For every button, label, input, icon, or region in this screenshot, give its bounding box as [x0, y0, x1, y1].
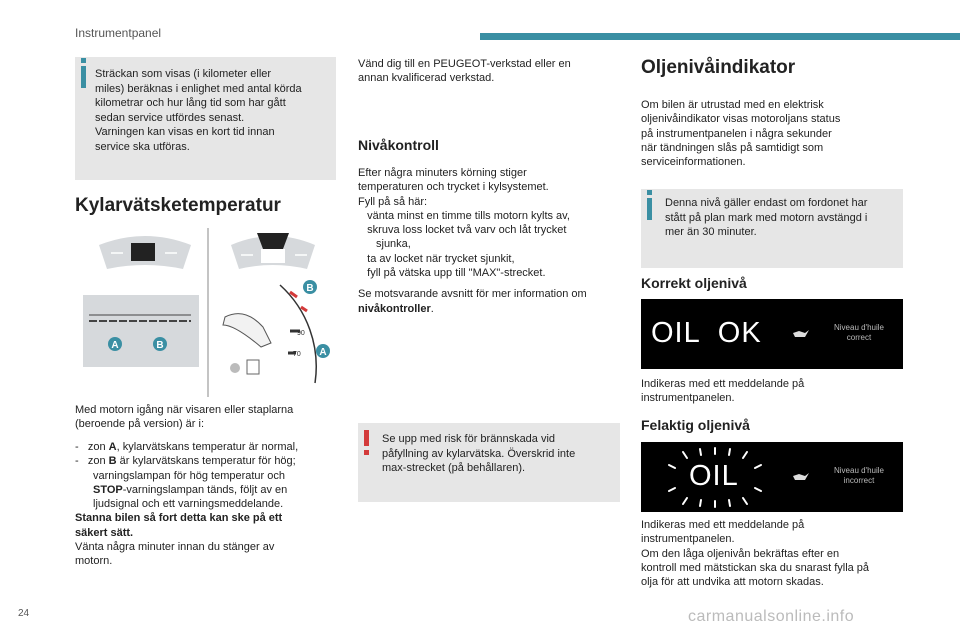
warning-box [358, 423, 620, 502]
oil-incorrect-message: Niveau d'huile incorrect [833, 466, 884, 485]
workshop-text: Vänd dig till en PEUGEOT-verkstad eller en annan kvalificerad verkstad. [358, 58, 571, 85]
oil-ok-message: Niveau d'huile correct [833, 323, 884, 342]
warning-icon [364, 430, 369, 446]
label-b-bubble-gauge [303, 280, 317, 294]
label-b-bubble [153, 337, 167, 351]
coolant-intro: Med motorn igång när visaren eller staplarna (beroende på version) är i: [75, 404, 294, 431]
oil-info-box [641, 189, 903, 268]
heading-correct-oil: Korrekt oljenivå [641, 275, 747, 291]
heading-oil-indicator: Oljenivåindikator [641, 57, 796, 78]
instrument-cluster-small-icon [99, 236, 191, 269]
oil-can-icon [791, 327, 811, 341]
zone-b-item: - zon B är kylarvätskans temperatur för hög; [75, 455, 296, 468]
label-a-bubble-gauge [316, 344, 330, 358]
oil-ok-label: OIL OK [651, 317, 762, 349]
level-check-text: Efter några minuters körning stiger temperaturen och trycket i kylsystemet. Fyll på så här: vänta minst en timme tills motorn kylts av, skruva loss locket två varv och låt trycket sjunka, ta av locket när trycket sjunkit, fyll på vätska upp till "MAX"-strecket. Se motsvarande avsnitt för mer information om nivåkontroller. [358, 167, 587, 315]
warning-box-text: Se upp med risk för brännskada vid påfyllning av kylarvätska. Överskrid inte max-strecket (på behållaren). [382, 433, 576, 474]
label-a-bubble [108, 337, 122, 351]
section-title: Instrumentpanel [75, 26, 162, 40]
oil-can-icon [791, 470, 811, 484]
svg-text:90: 90 [297, 330, 305, 337]
svg-text:A: A [111, 340, 119, 351]
header-accent-bar [480, 33, 960, 40]
needle-gauge [223, 285, 316, 383]
svg-text:A: A [319, 347, 327, 358]
heading-incorrect-oil: Felaktig oljenivå [641, 417, 750, 433]
incorrect-oil-text: Indikeras med ett meddelande på instrumentpanelen. Om den låga oljenivån bekräftas efter en kontroll med mätstickan ska du snarast fylla på olja för att undvika att motorn skadas. [641, 519, 870, 589]
oil-indicator-text: Om bilen är utrustad med en elektrisk oljenivåindikator visas motoroljans status på instrumentpanelen i några sekunder när tändningen slås på samtidigt som serviceinformationen. [641, 99, 841, 169]
info-box-text: Sträckan som visas (i kilometer eller miles) beräknas i enlighet med antal körda kilometrar och hur lång tid som har gått sedan service utfördes senast. Varningen kan visas en kort tid innan service ska utföras. [95, 68, 302, 153]
info-icon [81, 66, 86, 88]
bar-gauge [83, 295, 199, 367]
page-number: 24 [18, 608, 30, 619]
correct-oil-text: Indikeras med ett meddelande på instrumentpanelen. [641, 378, 805, 405]
coolant-gauge-illustration [75, 225, 340, 400]
stop-warning: Stanna bilen så fort detta kan ske på ett [75, 512, 283, 525]
info-box [75, 57, 336, 180]
oil-incorrect-label: OIL [689, 460, 739, 492]
info-icon [647, 198, 652, 220]
oil-incorrect-display [641, 442, 903, 512]
watermark: carmanualsonline.info [688, 608, 855, 625]
svg-text:70: 70 [293, 351, 301, 358]
coolant-zones: - zon A, kylarvätskans temperatur är normal, - zon B är kylarvätskans temperatur för hög; varningslampan för hög temperatur och STOP-varningslampan tänds, följt av en ljudsignal och ett varningsmeddelande. Stanna bilen så fort detta kan ske på ett säkert sätt. Vänta några minuter innan du stänger av motorn. [75, 440, 345, 569]
oil-info-box-text: Denna nivå gäller endast om fordonet har stått på plan mark med motorn avstängd i mer än 30 minuter. [665, 197, 868, 238]
heading-coolant-temp: Kylarvätsketemperatur [75, 195, 281, 216]
svg-text:B: B [306, 283, 314, 294]
heading-level-check: Nivåkontroll [358, 137, 439, 153]
zone-a-item: - zon A, kylarvätskans temperatur är normal, [75, 441, 299, 453]
svg-text:B: B [156, 340, 164, 351]
oil-ok-display [641, 299, 903, 369]
instrument-cluster-large-icon [231, 233, 315, 269]
